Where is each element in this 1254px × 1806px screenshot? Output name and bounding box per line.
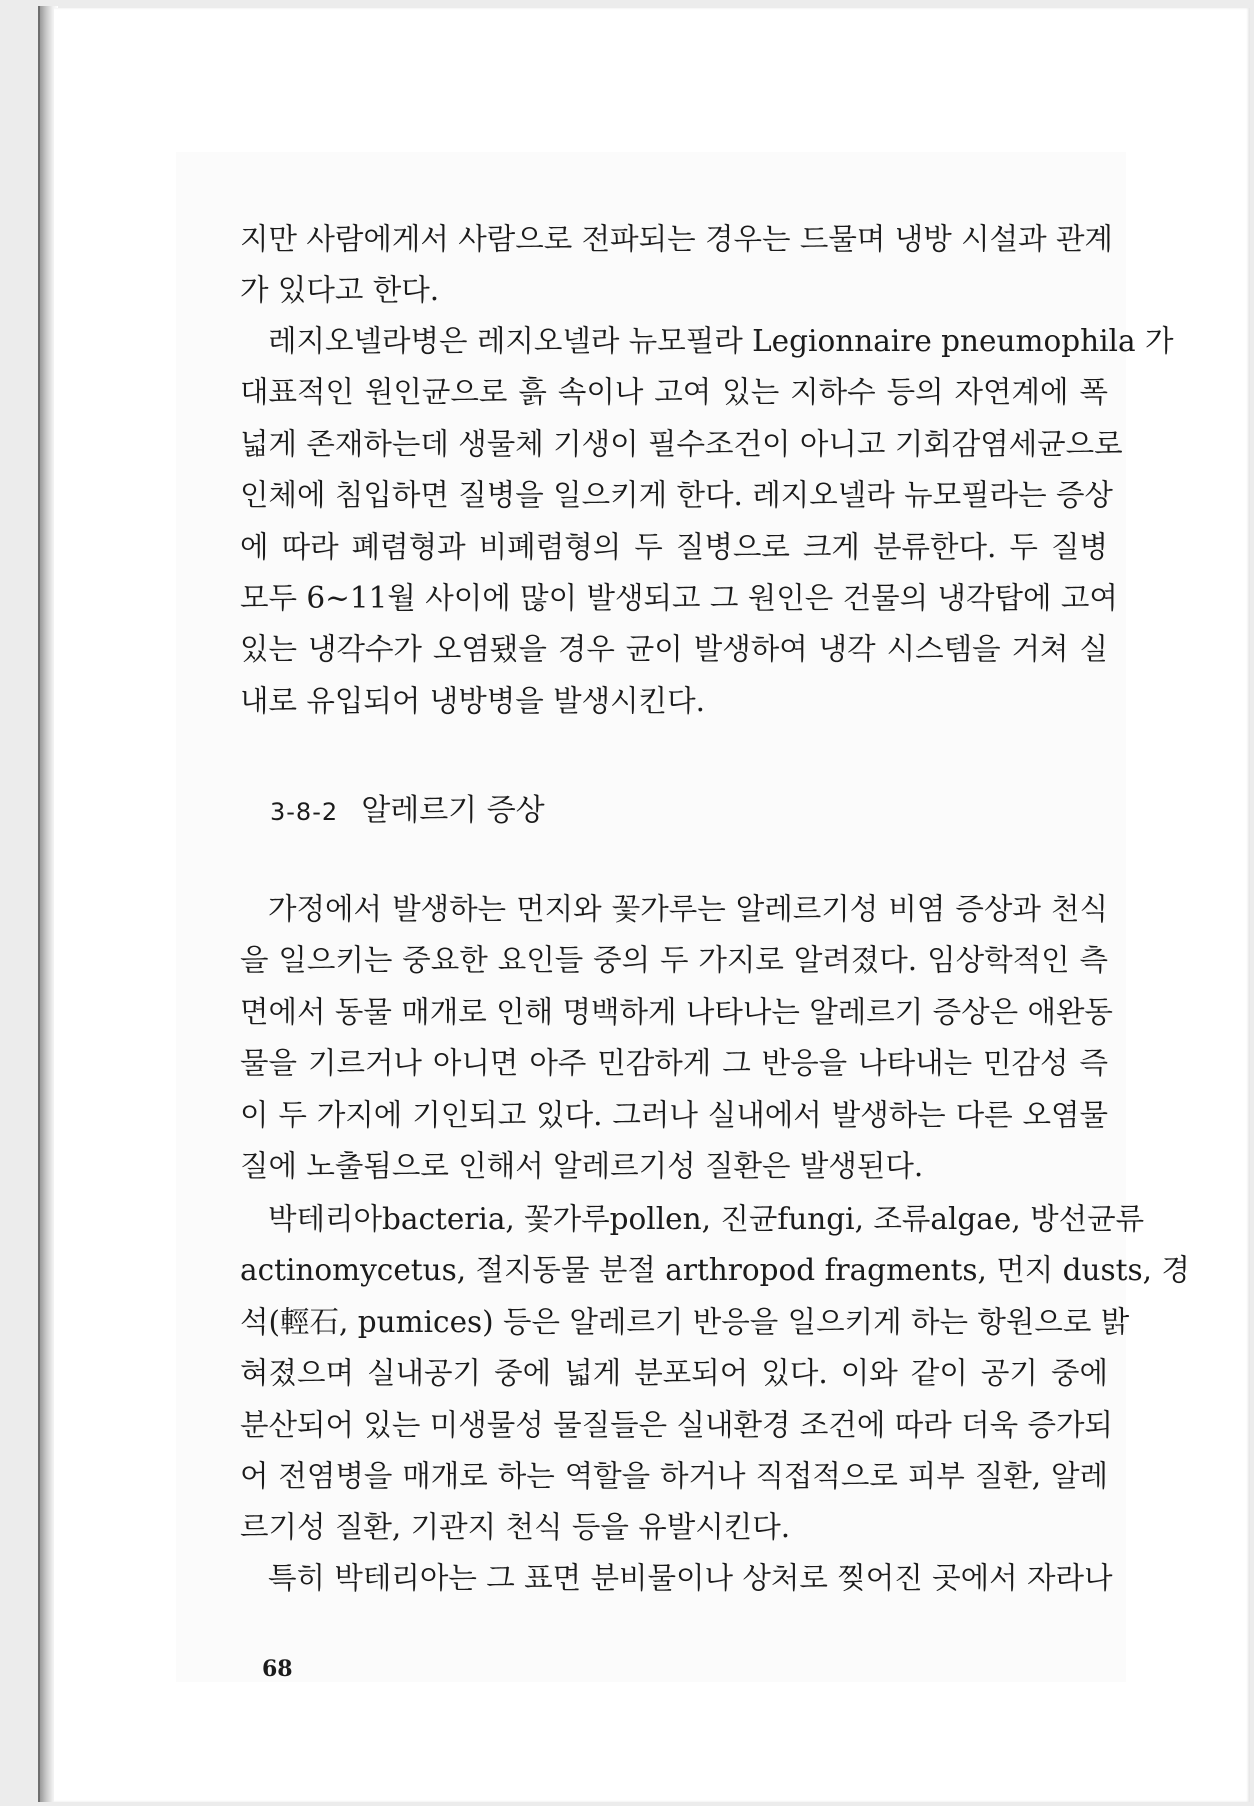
- text-line: 있는 냉각수가 오염됐을 경우 균이 발생하여 냉각 시스템을 거쳐 실: [240, 632, 1108, 667]
- text-line: 가정에서 발생하는 먼지와 꽃가루는 알레르기성 비염 증상과 천식: [268, 892, 1108, 926]
- text-line: 어 전염병을 매개로 하는 역할을 하거나 직접적으로 피부 질환, 알레: [240, 1458, 1108, 1493]
- text-line: 박테리아bacteria, 꽃가루pollen, 진균fungi, 조류algae, 방선균류: [268, 1202, 1145, 1236]
- text-line: 특히 박테리아는 그 표면 분비물이나 상처로 찢어진 곳에서 자라나: [268, 1561, 1113, 1595]
- text-line: 에 따라 폐렴형과 비폐렴형의 두 질병으로 크게 분류한다. 두 질병: [240, 529, 1108, 564]
- paragraph-legionella: [240, 316, 1174, 727]
- text-line: 대표적인 원인균으로 흙 속이나 고여 있는 지하수 등의 자연계에 폭: [240, 375, 1108, 410]
- text-line: 모두 6~11월 사이에 많이 발생되고 그 원인은 건물의 냉각탑에 고여: [240, 580, 1118, 615]
- text-line: 지만 사람에게서 사람으로 전파되는 경우는 드물며 냉방 시설과 관계: [240, 222, 1113, 256]
- text-line: 이 두 가지에 기인되고 있다. 그러나 실내에서 발생하는 다른 오염물: [240, 1097, 1108, 1132]
- section-title: 알레르기 증상: [361, 793, 545, 828]
- text-line: 넓게 존재하는데 생물체 기생이 필수조건이 아니고 기회감염세균으로: [240, 426, 1123, 461]
- text-line: 면에서 동물 매개로 인해 명백하게 나타나는 알레르기 증상은 애완동: [240, 994, 1113, 1029]
- section-number: 3-8-2: [270, 798, 339, 826]
- paragraph-bacteria: [240, 1553, 1113, 1604]
- page-number: 68: [262, 1656, 293, 1682]
- text-line: 물을 기르거나 아니면 아주 민감하게 그 반응을 나타내는 민감성 즉: [240, 1046, 1108, 1081]
- text-line: 혀졌으며 실내공기 중에 넓게 분포되어 있다. 이와 같이 공기 중에: [240, 1356, 1108, 1391]
- text-line: 질에 노출됨으로 인해서 알레르기성 질환은 발생된다.: [240, 1148, 924, 1183]
- paragraph-continued: [240, 214, 1113, 317]
- text-line: 가 있다고 한다.: [240, 273, 440, 308]
- section-heading: [270, 785, 545, 829]
- paragraph-antigens: [240, 1194, 1190, 1554]
- text-line: 내로 유입되어 냉방병을 발생시킨다.: [240, 683, 705, 718]
- text-line: 석(輕石, pumices) 등은 알레르기 반응을 일으키게 하는 항원으로 밝: [240, 1304, 1130, 1339]
- text-line: 인체에 침입하면 질병을 일으키게 한다. 레지오넬라 뉴모필라는 증상: [240, 478, 1113, 513]
- text-line: actinomycetus, 절지동물 분절 arthropod fragments, 먼지 dusts, 경: [240, 1253, 1190, 1288]
- text-line: 분산되어 있는 미생물성 물질들은 실내환경 조건에 따라 더욱 증가되: [240, 1407, 1113, 1442]
- text-line: 르기성 질환, 기관지 천식 등을 유발시킨다.: [240, 1510, 791, 1545]
- text-line: 을 일으키는 중요한 요인들 중의 두 가지로 알려졌다. 임상학적인 측: [240, 943, 1108, 978]
- paragraph-allergy-intro: [240, 884, 1113, 1192]
- text-line: 레지오넬라병은 레지오넬라 뉴모필라 Legionnaire pneumophila 가: [268, 324, 1174, 358]
